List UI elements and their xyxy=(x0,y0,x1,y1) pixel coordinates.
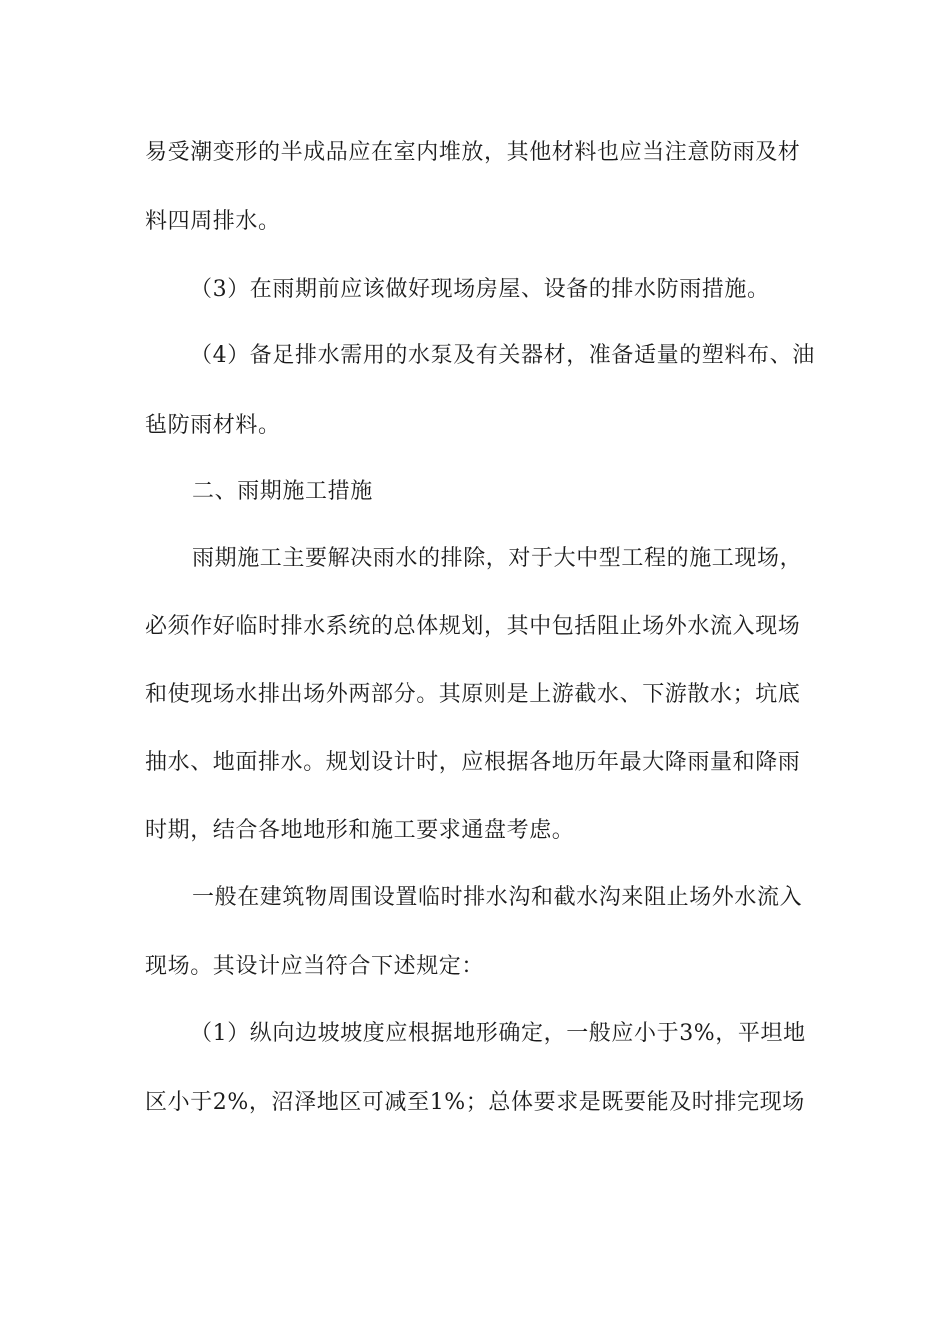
paragraph-line: 料四周排水。 xyxy=(145,209,281,234)
paragraph-line: 现场。其设计应当符合下述规定： xyxy=(145,954,485,979)
paragraph-line: 毡防雨材料。 xyxy=(145,413,281,438)
paragraph-line: 抽水、地面排水。规划设计时，应根据各地历年最大降雨量和降雨 xyxy=(145,750,801,775)
paragraph-line: 雨期施工主要解决雨水的排除，对于大中型工程的施工现场， xyxy=(192,546,803,571)
paragraph-line: 易受潮变形的半成品应在室内堆放，其他材料也应当注意防雨及材 xyxy=(145,140,801,165)
paragraph-line: 必须作好临时排水系统的总体规划，其中包括阻止场外水流入现场 xyxy=(145,614,801,639)
paragraph-line: 区小于2%，沼泽地区可减至1%；总体要求是既要能及时排完现场 xyxy=(145,1090,805,1115)
list-item-1: （1）纵向边坡坡度应根据地形确定，一般应小于3%，平坦地 xyxy=(190,1021,806,1046)
section-heading: 二、雨期施工措施 xyxy=(192,479,373,504)
paragraph-line: 一般在建筑物周围设置临时排水沟和截水沟来阻止场外水流入 xyxy=(192,885,803,910)
paragraph-line: 时期，结合各地地形和施工要求通盘考虑。 xyxy=(145,818,575,843)
paragraph-line: 和使现场水排出场外两部分。其原则是上游截水、下游散水；坑底 xyxy=(145,682,801,707)
list-item-4: （4）备足排水需用的水泵及有关器材，准备适量的塑料布、油 xyxy=(190,343,815,368)
list-item-3: （3）在雨期前应该做好现场房屋、设备的排水防雨措施。 xyxy=(190,277,770,302)
